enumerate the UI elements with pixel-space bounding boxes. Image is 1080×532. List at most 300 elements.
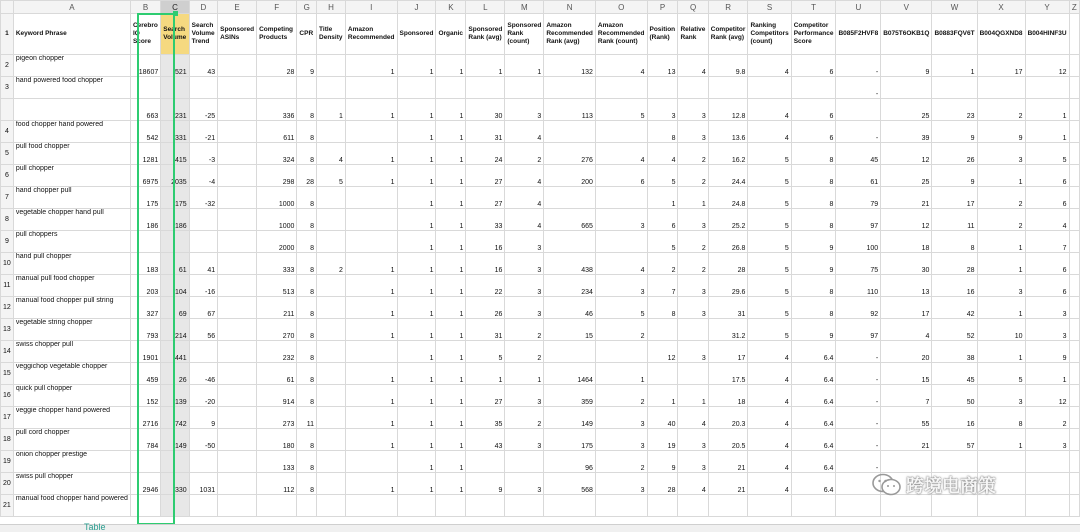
data-cell[interactable] bbox=[161, 77, 189, 99]
data-cell[interactable]: 441 bbox=[161, 341, 189, 363]
data-cell[interactable]: 1 bbox=[436, 319, 466, 341]
data-cell[interactable]: 92 bbox=[836, 297, 881, 319]
row-number[interactable]: 1 bbox=[1, 14, 14, 55]
data-cell[interactable]: 31 bbox=[466, 319, 505, 341]
keyword-cell[interactable]: manual food chopper hand powered bbox=[13, 495, 130, 517]
data-cell[interactable]: 45 bbox=[836, 143, 881, 165]
data-cell[interactable] bbox=[317, 187, 346, 209]
data-cell[interactable]: 1 bbox=[397, 187, 436, 209]
data-cell[interactable]: 31.2 bbox=[708, 319, 748, 341]
data-cell[interactable]: 6 bbox=[595, 165, 647, 187]
data-cell[interactable]: 1464 bbox=[544, 363, 596, 385]
data-cell[interactable]: 112 bbox=[257, 473, 297, 495]
data-cell[interactable]: 4 bbox=[505, 209, 544, 231]
data-cell[interactable]: 33 bbox=[466, 209, 505, 231]
data-cell[interactable]: 513 bbox=[257, 275, 297, 297]
data-cell[interactable] bbox=[544, 121, 596, 143]
data-cell[interactable]: 5 bbox=[647, 165, 678, 187]
data-cell[interactable]: 6 bbox=[791, 121, 836, 143]
column-header[interactable]: A bbox=[13, 1, 130, 14]
data-cell[interactable] bbox=[595, 77, 647, 99]
data-cell[interactable] bbox=[678, 319, 708, 341]
data-cell[interactable]: 5 bbox=[748, 165, 791, 187]
data-cell[interactable]: 276 bbox=[544, 143, 596, 165]
data-cell[interactable]: 8 bbox=[791, 165, 836, 187]
data-cell[interactable]: 327 bbox=[130, 297, 160, 319]
data-cell[interactable]: 6.4 bbox=[791, 385, 836, 407]
data-cell[interactable]: -50 bbox=[189, 429, 217, 451]
data-cell[interactable]: 330 bbox=[161, 473, 189, 495]
data-cell[interactable]: 4 bbox=[505, 187, 544, 209]
data-cell[interactable]: 6 bbox=[1025, 165, 1069, 187]
data-cell[interactable]: 336 bbox=[257, 99, 297, 121]
data-cell[interactable]: 3 bbox=[678, 429, 708, 451]
data-cell[interactable] bbox=[317, 451, 346, 473]
data-cell[interactable]: 7 bbox=[881, 385, 932, 407]
data-cell[interactable] bbox=[218, 451, 257, 473]
data-cell[interactable]: 7 bbox=[647, 275, 678, 297]
data-cell[interactable] bbox=[218, 165, 257, 187]
data-cell[interactable] bbox=[161, 495, 189, 517]
data-cell[interactable]: 15 bbox=[881, 363, 932, 385]
data-cell[interactable]: 17 bbox=[977, 55, 1025, 77]
column-header[interactable]: Q bbox=[678, 1, 708, 14]
data-cell[interactable]: 2035 bbox=[161, 165, 189, 187]
data-cell[interactable]: 1 bbox=[977, 253, 1025, 275]
data-cell[interactable]: 331 bbox=[161, 121, 189, 143]
data-cell[interactable] bbox=[161, 231, 189, 253]
data-cell[interactable]: 1 bbox=[345, 143, 397, 165]
data-cell[interactable]: 9 bbox=[881, 55, 932, 77]
data-cell[interactable] bbox=[1069, 363, 1079, 385]
selection-fill-handle[interactable] bbox=[173, 11, 178, 16]
data-cell[interactable]: 8 bbox=[297, 253, 317, 275]
data-cell[interactable]: 1 bbox=[436, 231, 466, 253]
data-cell[interactable]: 2 bbox=[678, 143, 708, 165]
data-cell[interactable]: 8 bbox=[297, 209, 317, 231]
data-cell[interactable]: 97 bbox=[836, 319, 881, 341]
header-cell[interactable]: B075T6OKB1Q bbox=[881, 14, 932, 55]
keyword-cell[interactable]: swiss pull chopper bbox=[13, 473, 130, 495]
data-cell[interactable]: 27 bbox=[466, 385, 505, 407]
data-cell[interactable]: 6 bbox=[791, 55, 836, 77]
data-cell[interactable]: 9 bbox=[297, 55, 317, 77]
data-cell[interactable]: 8 bbox=[647, 297, 678, 319]
data-cell[interactable]: 1 bbox=[345, 473, 397, 495]
data-cell[interactable] bbox=[466, 77, 505, 99]
data-cell[interactable]: 234 bbox=[544, 275, 596, 297]
data-cell[interactable]: 665 bbox=[544, 209, 596, 231]
data-cell[interactable]: 11 bbox=[932, 209, 977, 231]
keyword-cell[interactable]: veggichop vegetable chopper bbox=[13, 363, 130, 385]
data-cell[interactable]: 132 bbox=[544, 55, 596, 77]
data-cell[interactable]: 25 bbox=[881, 99, 932, 121]
data-cell[interactable] bbox=[647, 77, 678, 99]
data-cell[interactable] bbox=[836, 99, 881, 121]
column-header[interactable]: C bbox=[161, 1, 189, 14]
header-cell[interactable]: Search Volume Trend bbox=[189, 14, 217, 55]
data-cell[interactable]: 1 bbox=[397, 121, 436, 143]
data-cell[interactable] bbox=[1069, 473, 1079, 495]
data-cell[interactable]: 16 bbox=[932, 275, 977, 297]
data-cell[interactable]: 9 bbox=[466, 473, 505, 495]
data-cell[interactable]: 26 bbox=[932, 143, 977, 165]
data-cell[interactable] bbox=[505, 451, 544, 473]
data-cell[interactable]: 17 bbox=[881, 297, 932, 319]
header-cell[interactable]: Relative Rank bbox=[678, 14, 708, 55]
data-cell[interactable] bbox=[1069, 297, 1079, 319]
data-cell[interactable]: - bbox=[836, 451, 881, 473]
data-cell[interactable]: 1 bbox=[397, 231, 436, 253]
data-cell[interactable]: 3 bbox=[977, 275, 1025, 297]
data-cell[interactable]: 1 bbox=[436, 341, 466, 363]
header-cell[interactable]: B085F2HVF8 bbox=[836, 14, 881, 55]
keyword-cell[interactable]: pull food chopper bbox=[13, 143, 130, 165]
column-header[interactable]: O bbox=[595, 1, 647, 14]
data-cell[interactable]: 23 bbox=[932, 99, 977, 121]
column-header[interactable]: F bbox=[257, 1, 297, 14]
data-cell[interactable]: 6.4 bbox=[791, 407, 836, 429]
data-cell[interactable]: 133 bbox=[257, 451, 297, 473]
row-number[interactable]: 8 bbox=[1, 209, 14, 231]
data-cell[interactable] bbox=[257, 495, 297, 517]
data-cell[interactable]: 25.2 bbox=[708, 209, 748, 231]
data-cell[interactable]: - bbox=[836, 121, 881, 143]
data-cell[interactable]: 1 bbox=[436, 407, 466, 429]
data-cell[interactable]: 1 bbox=[436, 363, 466, 385]
data-cell[interactable]: 4 bbox=[748, 55, 791, 77]
data-cell[interactable]: 4 bbox=[595, 143, 647, 165]
data-cell[interactable] bbox=[345, 231, 397, 253]
data-cell[interactable] bbox=[317, 495, 346, 517]
data-cell[interactable] bbox=[345, 77, 397, 99]
data-cell[interactable]: 16 bbox=[466, 253, 505, 275]
data-cell[interactable]: 914 bbox=[257, 385, 297, 407]
data-cell[interactable]: 4 bbox=[748, 407, 791, 429]
data-cell[interactable]: 1 bbox=[436, 385, 466, 407]
data-cell[interactable]: 8 bbox=[297, 99, 317, 121]
data-cell[interactable]: 149 bbox=[161, 429, 189, 451]
data-cell[interactable]: 26.8 bbox=[708, 231, 748, 253]
data-cell[interactable]: 97 bbox=[836, 209, 881, 231]
data-cell[interactable] bbox=[1069, 187, 1079, 209]
data-cell[interactable]: 1 bbox=[317, 99, 346, 121]
data-cell[interactable]: 10 bbox=[977, 319, 1025, 341]
data-cell[interactable]: 5 bbox=[748, 319, 791, 341]
data-cell[interactable]: 663 bbox=[130, 99, 160, 121]
data-cell[interactable]: 3 bbox=[678, 99, 708, 121]
data-cell[interactable] bbox=[678, 77, 708, 99]
data-cell[interactable]: 8 bbox=[297, 473, 317, 495]
data-cell[interactable]: 8 bbox=[297, 341, 317, 363]
data-cell[interactable] bbox=[130, 495, 160, 517]
data-cell[interactable] bbox=[595, 187, 647, 209]
data-cell[interactable]: 611 bbox=[257, 121, 297, 143]
data-cell[interactable]: 12 bbox=[647, 341, 678, 363]
header-cell[interactable]: Organic bbox=[436, 14, 466, 55]
data-cell[interactable]: 3 bbox=[977, 143, 1025, 165]
keyword-cell[interactable]: manual pull food chopper bbox=[13, 275, 130, 297]
data-cell[interactable]: 2 bbox=[505, 143, 544, 165]
data-cell[interactable] bbox=[544, 231, 596, 253]
data-cell[interactable]: 8 bbox=[297, 143, 317, 165]
data-cell[interactable]: 1 bbox=[345, 319, 397, 341]
data-cell[interactable]: 521 bbox=[161, 55, 189, 77]
keyword-cell[interactable]: swiss chopper pull bbox=[13, 341, 130, 363]
data-cell[interactable]: 4 bbox=[317, 143, 346, 165]
header-cell[interactable]: Title Density bbox=[317, 14, 346, 55]
data-cell[interactable]: 793 bbox=[130, 319, 160, 341]
keyword-cell[interactable]: vegetable chopper hand pull bbox=[13, 209, 130, 231]
data-cell[interactable]: 784 bbox=[130, 429, 160, 451]
data-cell[interactable] bbox=[218, 297, 257, 319]
data-cell[interactable]: 20.5 bbox=[708, 429, 748, 451]
data-cell[interactable]: 3 bbox=[1025, 429, 1069, 451]
data-cell[interactable]: 4 bbox=[748, 385, 791, 407]
data-cell[interactable]: 12 bbox=[881, 209, 932, 231]
data-cell[interactable]: 1 bbox=[345, 363, 397, 385]
data-cell[interactable]: 2 bbox=[595, 451, 647, 473]
row-number[interactable]: 9 bbox=[1, 231, 14, 253]
data-cell[interactable] bbox=[1069, 165, 1079, 187]
column-header[interactable]: I bbox=[345, 1, 397, 14]
column-header[interactable]: Y bbox=[1025, 1, 1069, 14]
data-cell[interactable] bbox=[791, 77, 836, 99]
data-cell[interactable]: 52 bbox=[932, 319, 977, 341]
keyword-cell[interactable]: hand powered food chopper bbox=[13, 77, 130, 99]
data-cell[interactable]: 270 bbox=[257, 319, 297, 341]
row-number[interactable]: 2 bbox=[1, 55, 14, 77]
data-cell[interactable]: 1 bbox=[436, 451, 466, 473]
header-cell[interactable]: Amazon Recommended bbox=[345, 14, 397, 55]
data-cell[interactable]: 17.5 bbox=[708, 363, 748, 385]
data-cell[interactable]: 21 bbox=[708, 473, 748, 495]
data-cell[interactable]: -21 bbox=[189, 121, 217, 143]
keyword-cell[interactable]: hand chopper pull bbox=[13, 187, 130, 209]
data-cell[interactable] bbox=[748, 77, 791, 99]
data-cell[interactable]: 3 bbox=[505, 297, 544, 319]
data-cell[interactable]: 20 bbox=[881, 341, 932, 363]
data-cell[interactable]: 18607 bbox=[130, 55, 160, 77]
data-cell[interactable]: 2 bbox=[678, 165, 708, 187]
row-number[interactable]: 5 bbox=[1, 143, 14, 165]
data-cell[interactable]: 1 bbox=[436, 275, 466, 297]
data-cell[interactable]: 12 bbox=[881, 143, 932, 165]
data-cell[interactable]: 1 bbox=[466, 363, 505, 385]
data-cell[interactable]: 12 bbox=[1025, 55, 1069, 77]
data-cell[interactable] bbox=[466, 451, 505, 473]
data-cell[interactable] bbox=[218, 363, 257, 385]
data-cell[interactable] bbox=[297, 495, 317, 517]
data-cell[interactable] bbox=[218, 385, 257, 407]
data-cell[interactable]: 742 bbox=[161, 407, 189, 429]
data-cell[interactable]: 1 bbox=[345, 429, 397, 451]
data-cell[interactable]: 21 bbox=[881, 429, 932, 451]
data-cell[interactable]: 113 bbox=[544, 99, 596, 121]
data-cell[interactable]: 4 bbox=[1025, 209, 1069, 231]
data-cell[interactable]: 1 bbox=[436, 187, 466, 209]
data-cell[interactable] bbox=[317, 341, 346, 363]
data-cell[interactable]: 1 bbox=[397, 341, 436, 363]
data-cell[interactable] bbox=[1069, 209, 1079, 231]
data-cell[interactable] bbox=[505, 495, 544, 517]
data-cell[interactable]: 27 bbox=[466, 165, 505, 187]
keyword-cell[interactable] bbox=[13, 99, 130, 121]
data-cell[interactable]: 4 bbox=[647, 143, 678, 165]
data-cell[interactable]: 2716 bbox=[130, 407, 160, 429]
data-cell[interactable]: 28 bbox=[647, 473, 678, 495]
data-cell[interactable]: 1 bbox=[345, 55, 397, 77]
header-cell[interactable] bbox=[1069, 14, 1079, 55]
data-cell[interactable]: 8 bbox=[297, 319, 317, 341]
data-cell[interactable] bbox=[317, 55, 346, 77]
data-cell[interactable]: 13 bbox=[647, 55, 678, 77]
data-cell[interactable]: 26 bbox=[466, 297, 505, 319]
data-cell[interactable]: 5 bbox=[748, 253, 791, 275]
data-cell[interactable] bbox=[317, 385, 346, 407]
data-cell[interactable] bbox=[297, 77, 317, 99]
data-cell[interactable]: 3 bbox=[977, 385, 1025, 407]
data-cell[interactable] bbox=[544, 341, 596, 363]
data-cell[interactable] bbox=[317, 429, 346, 451]
row-number[interactable]: 20 bbox=[1, 473, 14, 495]
data-cell[interactable]: 6 bbox=[1025, 187, 1069, 209]
data-cell[interactable]: 1 bbox=[397, 297, 436, 319]
data-cell[interactable] bbox=[595, 341, 647, 363]
data-cell[interactable]: 1 bbox=[977, 165, 1025, 187]
data-cell[interactable]: -20 bbox=[189, 385, 217, 407]
header-cell[interactable]: Amazon Recommended Rank (count) bbox=[595, 14, 647, 55]
row-number[interactable]: 7 bbox=[1, 187, 14, 209]
data-cell[interactable]: 8 bbox=[297, 363, 317, 385]
data-cell[interactable] bbox=[932, 77, 977, 99]
keyword-cell[interactable]: veggie chopper hand powered bbox=[13, 407, 130, 429]
data-cell[interactable]: 13 bbox=[881, 275, 932, 297]
data-cell[interactable]: 4 bbox=[505, 165, 544, 187]
data-cell[interactable]: 9 bbox=[189, 407, 217, 429]
data-cell[interactable]: 5 bbox=[647, 231, 678, 253]
row-number[interactable]: 16 bbox=[1, 385, 14, 407]
header-cell[interactable]: B004HINF3U bbox=[1025, 14, 1069, 55]
data-cell[interactable] bbox=[317, 473, 346, 495]
column-header[interactable]: V bbox=[881, 1, 932, 14]
data-cell[interactable]: 24.4 bbox=[708, 165, 748, 187]
data-cell[interactable] bbox=[1069, 319, 1079, 341]
data-cell[interactable]: 8 bbox=[297, 275, 317, 297]
data-cell[interactable] bbox=[708, 495, 748, 517]
data-cell[interactable] bbox=[345, 451, 397, 473]
data-cell[interactable]: 1 bbox=[436, 165, 466, 187]
data-cell[interactable]: 9 bbox=[647, 451, 678, 473]
data-cell[interactable]: -3 bbox=[189, 143, 217, 165]
data-cell[interactable]: 1 bbox=[595, 363, 647, 385]
data-cell[interactable]: 1 bbox=[397, 429, 436, 451]
data-cell[interactable]: 438 bbox=[544, 253, 596, 275]
data-cell[interactable]: 1 bbox=[436, 55, 466, 77]
data-cell[interactable]: 211 bbox=[257, 297, 297, 319]
data-cell[interactable]: 9 bbox=[791, 231, 836, 253]
data-cell[interactable] bbox=[1069, 231, 1079, 253]
data-cell[interactable]: 200 bbox=[544, 165, 596, 187]
data-cell[interactable]: 183 bbox=[130, 253, 160, 275]
data-cell[interactable] bbox=[436, 77, 466, 99]
data-cell[interactable]: - bbox=[836, 77, 881, 99]
row-number[interactable]: 12 bbox=[1, 297, 14, 319]
data-cell[interactable]: 4 bbox=[595, 55, 647, 77]
row-number[interactable]: 13 bbox=[1, 319, 14, 341]
data-cell[interactable]: 28 bbox=[297, 165, 317, 187]
data-cell[interactable]: 8 bbox=[791, 297, 836, 319]
data-cell[interactable]: 110 bbox=[836, 275, 881, 297]
row-number[interactable]: 10 bbox=[1, 253, 14, 275]
data-cell[interactable] bbox=[317, 209, 346, 231]
data-cell[interactable]: 3 bbox=[505, 473, 544, 495]
data-cell[interactable] bbox=[1069, 77, 1079, 99]
data-cell[interactable]: 1 bbox=[397, 55, 436, 77]
data-cell[interactable]: 8 bbox=[977, 407, 1025, 429]
data-cell[interactable]: 27 bbox=[466, 187, 505, 209]
column-header[interactable]: B bbox=[130, 1, 160, 14]
data-cell[interactable] bbox=[345, 121, 397, 143]
column-header[interactable]: D bbox=[189, 1, 217, 14]
row-number[interactable]: 4 bbox=[1, 121, 14, 143]
data-cell[interactable]: 17 bbox=[708, 341, 748, 363]
data-cell[interactable]: 43 bbox=[466, 429, 505, 451]
data-cell[interactable]: 1 bbox=[647, 385, 678, 407]
data-cell[interactable]: 7 bbox=[1025, 231, 1069, 253]
keyword-cell[interactable]: hand pull chopper bbox=[13, 253, 130, 275]
data-cell[interactable]: 139 bbox=[161, 385, 189, 407]
row-number[interactable]: 3 bbox=[1, 77, 14, 99]
data-cell[interactable]: 26 bbox=[161, 363, 189, 385]
column-header[interactable]: N bbox=[544, 1, 596, 14]
data-cell[interactable] bbox=[397, 77, 436, 99]
data-cell[interactable] bbox=[189, 341, 217, 363]
data-cell[interactable]: 45 bbox=[932, 363, 977, 385]
data-cell[interactable]: 16 bbox=[932, 407, 977, 429]
data-cell[interactable] bbox=[189, 231, 217, 253]
data-cell[interactable]: 1 bbox=[977, 341, 1025, 363]
data-cell[interactable]: 6 bbox=[791, 99, 836, 121]
data-cell[interactable] bbox=[218, 253, 257, 275]
data-cell[interactable]: 1 bbox=[397, 385, 436, 407]
data-cell[interactable]: 24 bbox=[466, 143, 505, 165]
data-cell[interactable]: 20.3 bbox=[708, 407, 748, 429]
data-cell[interactable]: -16 bbox=[189, 275, 217, 297]
data-cell[interactable]: 9.8 bbox=[708, 55, 748, 77]
data-cell[interactable] bbox=[218, 319, 257, 341]
data-cell[interactable]: 1 bbox=[436, 209, 466, 231]
data-cell[interactable]: 1 bbox=[397, 407, 436, 429]
column-header[interactable]: X bbox=[977, 1, 1025, 14]
data-cell[interactable]: 9 bbox=[932, 165, 977, 187]
data-cell[interactable]: 3 bbox=[678, 275, 708, 297]
column-header[interactable]: P bbox=[647, 1, 678, 14]
data-cell[interactable]: 18 bbox=[708, 385, 748, 407]
data-cell[interactable]: 96 bbox=[544, 451, 596, 473]
data-cell[interactable]: 8 bbox=[297, 231, 317, 253]
data-cell[interactable] bbox=[218, 55, 257, 77]
data-cell[interactable]: 359 bbox=[544, 385, 596, 407]
data-cell[interactable]: 333 bbox=[257, 253, 297, 275]
data-cell[interactable]: 4 bbox=[748, 99, 791, 121]
data-cell[interactable] bbox=[1069, 253, 1079, 275]
data-cell[interactable]: 9 bbox=[1025, 341, 1069, 363]
data-cell[interactable]: 1 bbox=[436, 473, 466, 495]
data-cell[interactable]: 3 bbox=[505, 385, 544, 407]
data-cell[interactable]: 1 bbox=[345, 275, 397, 297]
data-cell[interactable]: 6.4 bbox=[791, 341, 836, 363]
